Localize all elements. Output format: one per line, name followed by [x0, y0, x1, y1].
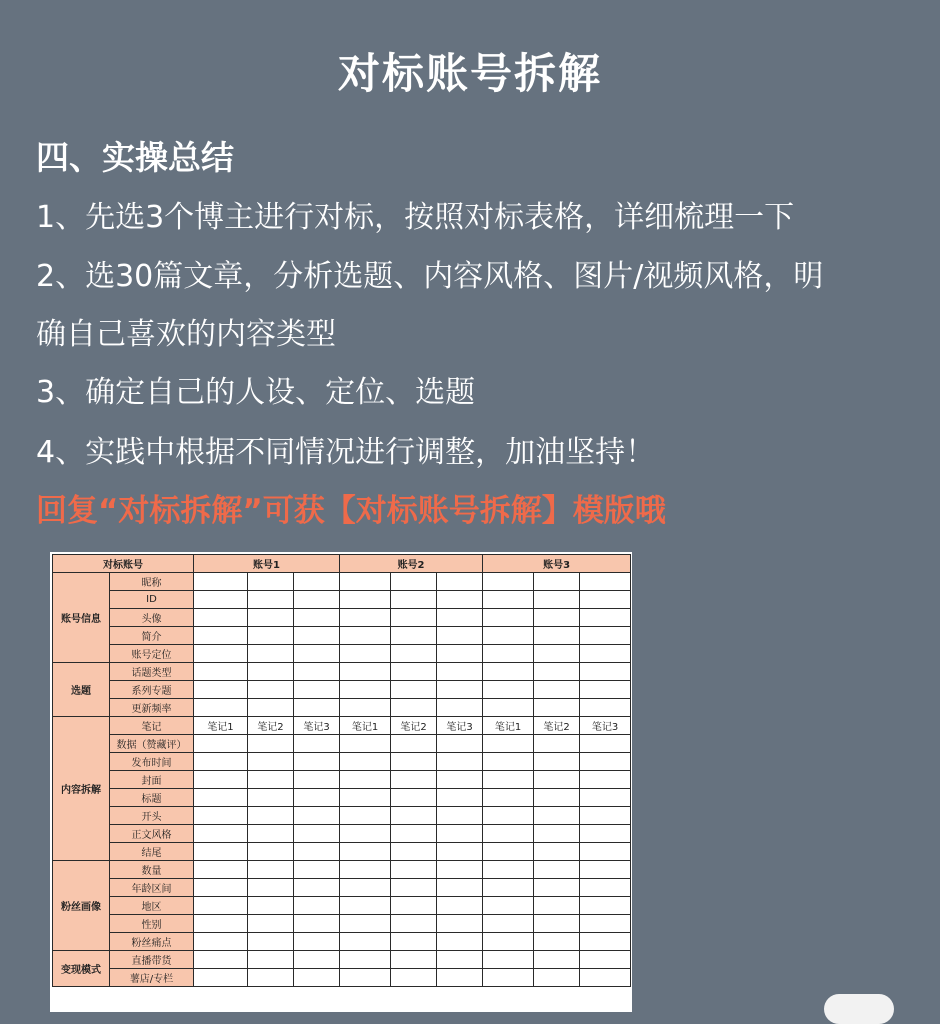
row-label: 封面 — [110, 771, 194, 789]
table-cell — [580, 699, 631, 717]
table-cell — [391, 609, 437, 627]
table-cell — [248, 879, 294, 897]
table-cell — [248, 843, 294, 861]
note-cell: 笔记2 — [248, 717, 294, 735]
table-cell — [483, 879, 534, 897]
account-header: 账号3 — [483, 555, 631, 573]
table-cell — [248, 591, 294, 609]
table-cell — [437, 861, 483, 879]
table-cell — [534, 933, 580, 951]
table-cell — [391, 897, 437, 915]
table-cell — [294, 951, 340, 969]
table-cell — [194, 645, 248, 663]
table-cell — [437, 789, 483, 807]
table-row — [53, 933, 631, 951]
table-row — [53, 969, 631, 987]
table-cell — [580, 609, 631, 627]
table-cell — [534, 843, 580, 861]
table-cell — [534, 807, 580, 825]
table-cell — [294, 699, 340, 717]
table-cell — [391, 789, 437, 807]
table-cell — [294, 933, 340, 951]
table-row — [53, 717, 631, 735]
table-cell — [437, 897, 483, 915]
table-cell — [248, 663, 294, 681]
table-cell — [483, 771, 534, 789]
table-cell — [391, 969, 437, 987]
table-cell — [194, 807, 248, 825]
table-cell — [580, 861, 631, 879]
table-cell — [248, 627, 294, 645]
table-cell — [534, 771, 580, 789]
row-label: 昵称 — [110, 573, 194, 591]
table-cell — [340, 879, 391, 897]
table-cell — [580, 591, 631, 609]
table-cell — [294, 861, 340, 879]
table-row — [53, 735, 631, 753]
row-label: 系列专题 — [110, 681, 194, 699]
table-row — [53, 861, 631, 879]
table-cell — [391, 699, 437, 717]
table-cell — [580, 933, 631, 951]
table-cell — [194, 951, 248, 969]
table-cell — [437, 627, 483, 645]
table-cell — [391, 735, 437, 753]
table-cell — [534, 789, 580, 807]
table-cell — [483, 681, 534, 699]
table-cell — [580, 897, 631, 915]
table-cell — [534, 645, 580, 663]
table-cell — [534, 591, 580, 609]
table-row — [53, 681, 631, 699]
table-row — [53, 951, 631, 969]
table-cell — [391, 951, 437, 969]
row-label: 更新频率 — [110, 699, 194, 717]
table-cell — [391, 663, 437, 681]
table-row — [53, 789, 631, 807]
table-row — [53, 609, 631, 627]
table-cell — [391, 591, 437, 609]
table-cell — [534, 735, 580, 753]
table-cell — [391, 681, 437, 699]
summary-line-1: 1、先选3个博主进行对标，按照对标表格，详细梳理一下 — [36, 200, 795, 235]
row-label: 直播带货 — [110, 951, 194, 969]
table-cell — [483, 753, 534, 771]
table-cell — [194, 969, 248, 987]
row-label: 头像 — [110, 609, 194, 627]
table-cell — [194, 591, 248, 609]
table-row — [53, 753, 631, 771]
row-label: 笔记 — [110, 717, 194, 735]
table-cell — [483, 663, 534, 681]
table-cell — [437, 951, 483, 969]
table-cell — [483, 825, 534, 843]
table-cell — [437, 879, 483, 897]
row-label: 结尾 — [110, 843, 194, 861]
table-cell — [534, 681, 580, 699]
note-cell: 笔记3 — [437, 717, 483, 735]
table-cell — [580, 645, 631, 663]
note-cell: 笔记2 — [534, 717, 580, 735]
table-cell — [248, 681, 294, 699]
table-cell — [580, 915, 631, 933]
table-cell — [391, 645, 437, 663]
note-cell: 笔记3 — [580, 717, 631, 735]
table-cell — [340, 663, 391, 681]
table-cell — [580, 951, 631, 969]
table-row — [53, 627, 631, 645]
table-cell — [340, 789, 391, 807]
table-cell — [391, 843, 437, 861]
table-cell — [580, 969, 631, 987]
table-cell — [580, 879, 631, 897]
table-row — [53, 879, 631, 897]
table-cell — [534, 861, 580, 879]
table-cell — [437, 591, 483, 609]
table-cell — [483, 699, 534, 717]
table-row — [53, 897, 631, 915]
table-cell — [391, 771, 437, 789]
table-cell — [437, 915, 483, 933]
table-row — [53, 807, 631, 825]
row-label: 简介 — [110, 627, 194, 645]
table-row — [53, 843, 631, 861]
table-cell — [340, 771, 391, 789]
table-cell — [294, 843, 340, 861]
table-cell — [194, 861, 248, 879]
table-cell — [391, 879, 437, 897]
table-cell — [391, 915, 437, 933]
table-cell — [294, 645, 340, 663]
table-cell — [248, 969, 294, 987]
reply-prompt: 回复“对标拆解”可获【对标账号拆解】模版哦 — [36, 493, 666, 529]
table-cell — [248, 825, 294, 843]
table-cell — [194, 627, 248, 645]
row-label: 正文风格 — [110, 825, 194, 843]
table-cell — [580, 735, 631, 753]
row-label: 地区 — [110, 897, 194, 915]
row-label: 数据（赞藏评） — [110, 735, 194, 753]
table-cell — [340, 843, 391, 861]
table-row — [53, 699, 631, 717]
table-cell — [294, 789, 340, 807]
table-cell — [294, 825, 340, 843]
table-cell — [194, 663, 248, 681]
floating-button[interactable] — [824, 994, 894, 1024]
page-title: 对标账号拆解 — [337, 49, 602, 98]
row-label: 年龄区间 — [110, 879, 194, 897]
table-cell — [340, 645, 391, 663]
table-cell — [194, 699, 248, 717]
table-cell — [248, 861, 294, 879]
table-cell — [294, 681, 340, 699]
table-cell — [437, 843, 483, 861]
table-cell — [437, 771, 483, 789]
table-cell — [340, 699, 391, 717]
table-cell — [391, 573, 437, 591]
table-cell — [340, 825, 391, 843]
table-cell — [248, 771, 294, 789]
note-cell: 笔记1 — [340, 717, 391, 735]
table-cell — [534, 879, 580, 897]
table-cell — [248, 933, 294, 951]
table-cell — [580, 627, 631, 645]
row-label: ID — [110, 591, 194, 609]
table-cell — [483, 789, 534, 807]
table-cell — [483, 969, 534, 987]
table-cell — [437, 933, 483, 951]
table-cell — [294, 969, 340, 987]
table-row — [53, 915, 631, 933]
table-cell — [580, 681, 631, 699]
table-cell — [194, 771, 248, 789]
table-cell — [483, 645, 534, 663]
account-header: 账号1 — [194, 555, 340, 573]
table-row — [53, 573, 631, 591]
note-cell: 笔记1 — [483, 717, 534, 735]
table-cell — [248, 735, 294, 753]
table-cell — [340, 591, 391, 609]
table-cell — [340, 861, 391, 879]
table-cell — [580, 843, 631, 861]
table-cell — [340, 681, 391, 699]
table-cell — [194, 915, 248, 933]
table-cell — [391, 825, 437, 843]
row-label: 账号定位 — [110, 645, 194, 663]
table-cell — [248, 897, 294, 915]
account-header: 账号2 — [340, 555, 483, 573]
table-cell — [294, 753, 340, 771]
table-cell — [340, 915, 391, 933]
group-label: 变现模式 — [53, 951, 110, 987]
table-cell — [194, 933, 248, 951]
table-cell — [534, 627, 580, 645]
row-label: 标题 — [110, 789, 194, 807]
table-cell — [534, 573, 580, 591]
table-cell — [437, 969, 483, 987]
table-cell — [248, 789, 294, 807]
table-cell — [248, 807, 294, 825]
section-heading: 四、实操总结 — [36, 138, 234, 177]
table-cell — [294, 591, 340, 609]
group-label: 粉丝画像 — [53, 861, 110, 951]
table-cell — [483, 897, 534, 915]
table-row — [53, 825, 631, 843]
table-cell — [294, 735, 340, 753]
table-cell — [483, 861, 534, 879]
table-cell — [534, 825, 580, 843]
group-label: 选题 — [53, 663, 110, 717]
table-cell — [248, 699, 294, 717]
table-cell — [194, 573, 248, 591]
table-cell — [483, 843, 534, 861]
table-cell — [294, 663, 340, 681]
table-cell — [437, 807, 483, 825]
table-cell — [580, 807, 631, 825]
row-label: 性别 — [110, 915, 194, 933]
table-header-row — [53, 555, 631, 573]
table-cell — [483, 627, 534, 645]
table-cell — [194, 753, 248, 771]
table-cell — [340, 807, 391, 825]
table-cell — [248, 753, 294, 771]
table-cell — [194, 843, 248, 861]
table-cell — [294, 627, 340, 645]
header-label: 对标账号 — [53, 555, 194, 573]
table-cell — [294, 573, 340, 591]
table-cell — [194, 735, 248, 753]
table-cell — [340, 753, 391, 771]
table-cell — [483, 915, 534, 933]
table-cell — [340, 933, 391, 951]
table-cell — [534, 753, 580, 771]
table-cell — [194, 879, 248, 897]
table-cell — [534, 663, 580, 681]
row-label: 开头 — [110, 807, 194, 825]
note-cell: 笔记1 — [194, 717, 248, 735]
table-cell — [534, 609, 580, 627]
row-label: 薯店/专栏 — [110, 969, 194, 987]
table-cell — [437, 681, 483, 699]
table-cell — [340, 609, 391, 627]
table-cell — [534, 699, 580, 717]
table-cell — [437, 699, 483, 717]
table-cell — [194, 789, 248, 807]
table-cell — [391, 861, 437, 879]
table-cell — [580, 573, 631, 591]
table-cell — [483, 591, 534, 609]
table-cell — [391, 807, 437, 825]
table-cell — [437, 609, 483, 627]
summary-line-3: 3、确定自己的人设、定位、选题 — [36, 375, 476, 410]
summary-line-2-continued: 确自己喜欢的内容类型 — [36, 317, 336, 352]
table-cell — [483, 951, 534, 969]
table-cell — [534, 951, 580, 969]
table-cell — [391, 627, 437, 645]
table-cell — [340, 573, 391, 591]
group-label: 账号信息 — [53, 573, 110, 663]
group-label: 内容拆解 — [53, 717, 110, 861]
row-label: 话题类型 — [110, 663, 194, 681]
table-cell — [437, 573, 483, 591]
table-cell — [340, 951, 391, 969]
table-cell — [340, 735, 391, 753]
table-cell — [580, 663, 631, 681]
table-row — [53, 645, 631, 663]
table-cell — [194, 897, 248, 915]
row-label: 数量 — [110, 861, 194, 879]
table-cell — [437, 753, 483, 771]
table-cell — [248, 951, 294, 969]
table-cell — [194, 825, 248, 843]
row-label: 发布时间 — [110, 753, 194, 771]
benchmark-table-image — [50, 552, 632, 1012]
table-cell — [340, 897, 391, 915]
table-cell — [294, 609, 340, 627]
table-row — [53, 663, 631, 681]
table-cell — [483, 609, 534, 627]
row-label: 粉丝痛点 — [110, 933, 194, 951]
table-cell — [294, 807, 340, 825]
table-cell — [340, 627, 391, 645]
table-cell — [194, 681, 248, 699]
table-cell — [340, 969, 391, 987]
summary-line-4: 4、实践中根据不同情况进行调整，加油坚持！ — [36, 435, 656, 470]
table-cell — [294, 771, 340, 789]
table-row — [53, 771, 631, 789]
table-cell — [580, 825, 631, 843]
table-cell — [248, 645, 294, 663]
table-cell — [534, 915, 580, 933]
note-cell: 笔记3 — [294, 717, 340, 735]
table-cell — [248, 609, 294, 627]
table-cell — [483, 573, 534, 591]
table-cell — [248, 573, 294, 591]
table-cell — [580, 771, 631, 789]
table-cell — [391, 753, 437, 771]
table-cell — [534, 969, 580, 987]
table-row — [53, 591, 631, 609]
table-cell — [194, 609, 248, 627]
table-cell — [437, 645, 483, 663]
table-cell — [437, 825, 483, 843]
table-cell — [294, 879, 340, 897]
table-cell — [437, 663, 483, 681]
table-cell — [483, 735, 534, 753]
table-cell — [248, 915, 294, 933]
table-cell — [391, 933, 437, 951]
table-cell — [483, 807, 534, 825]
table-cell — [294, 897, 340, 915]
note-cell: 笔记2 — [391, 717, 437, 735]
benchmark-table — [52, 554, 631, 987]
table-cell — [534, 897, 580, 915]
table-cell — [580, 789, 631, 807]
table-cell — [294, 915, 340, 933]
table-cell — [437, 735, 483, 753]
table-cell — [580, 753, 631, 771]
summary-line-2: 2、选30篇文章，分析选题、内容风格、图片/视频风格，明 — [36, 259, 824, 294]
table-cell — [483, 933, 534, 951]
